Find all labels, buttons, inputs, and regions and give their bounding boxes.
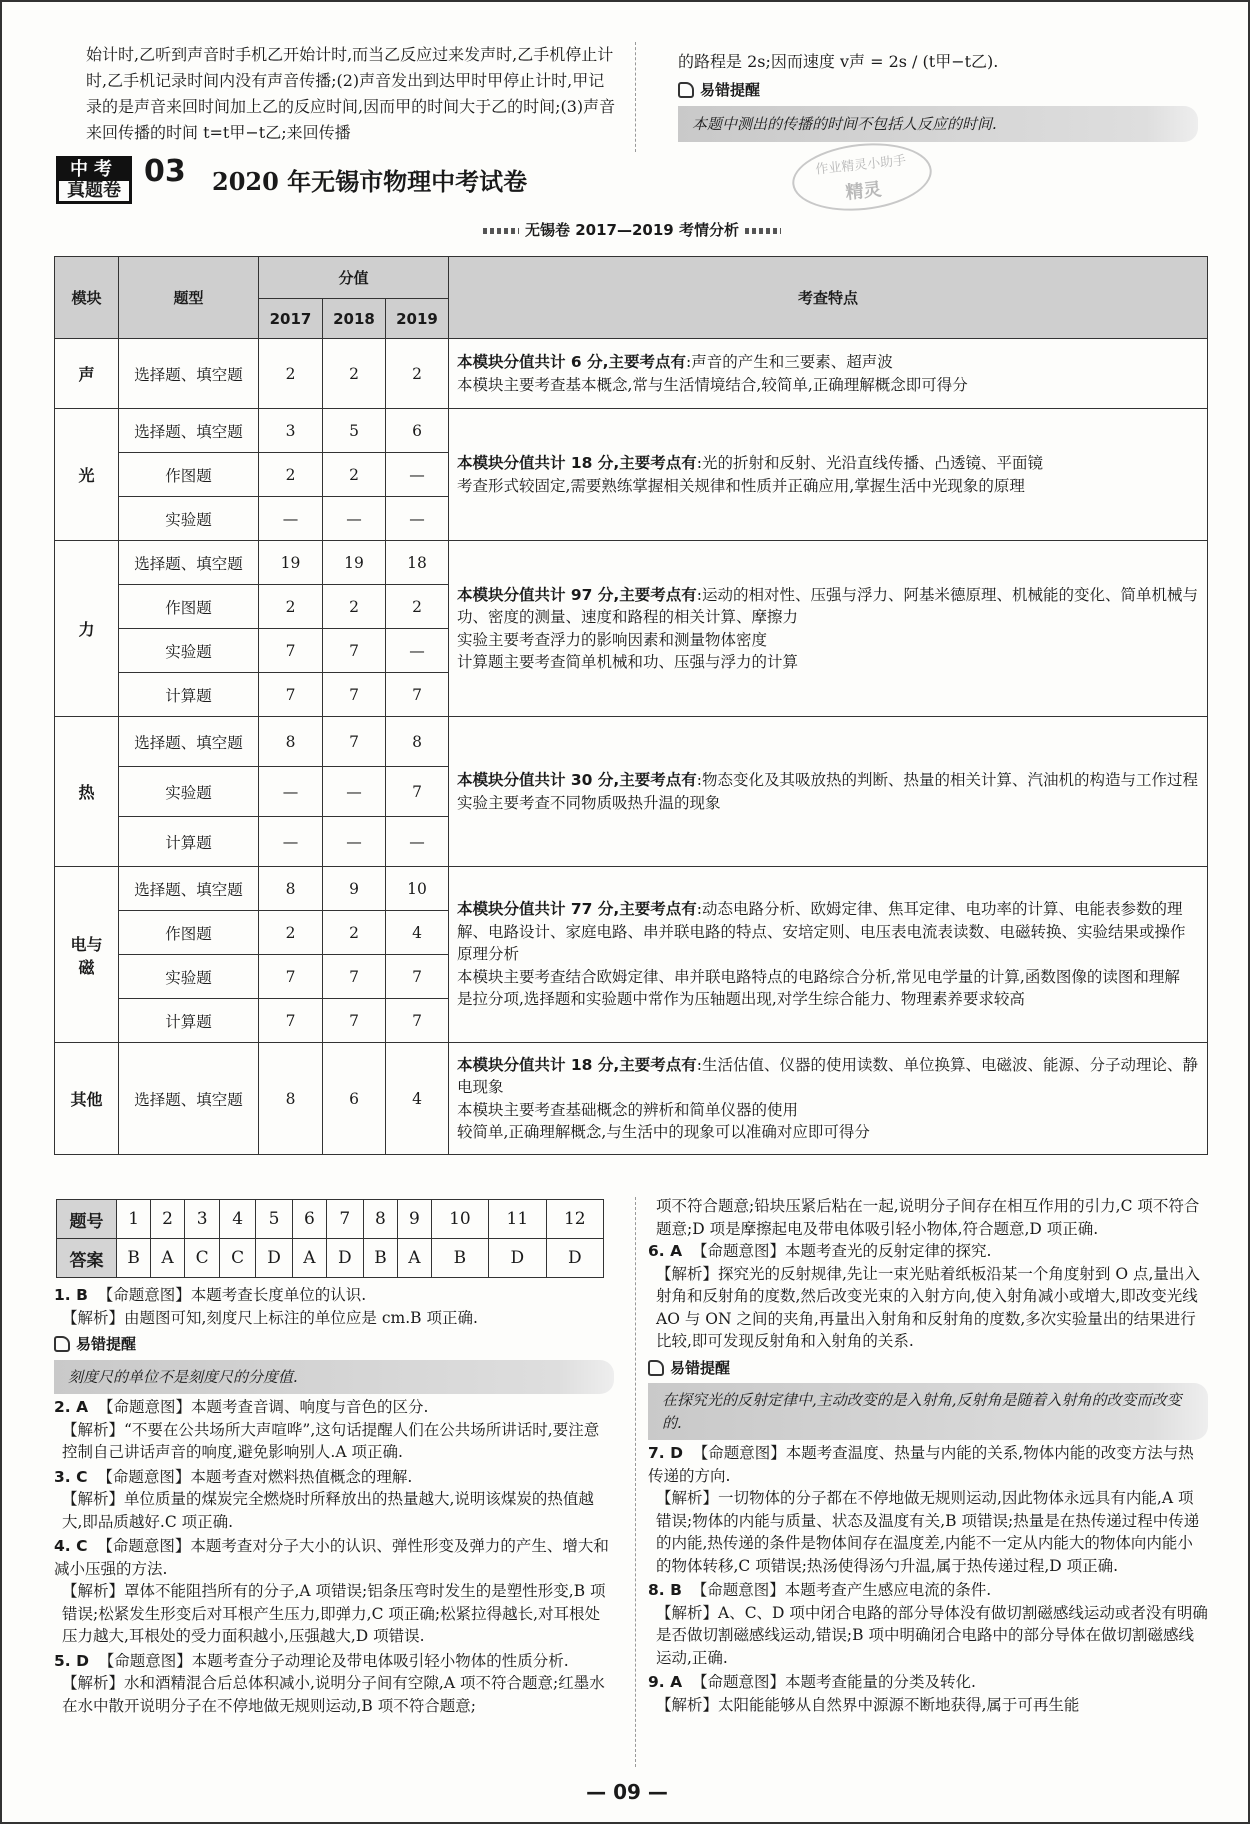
score-cell: — <box>323 767 386 817</box>
score-cell: 2 <box>323 585 386 629</box>
hand-pointer-icon <box>54 1336 70 1352</box>
q2-analysis: 【解析】“不要在公共场所大声喧哗”,这句话提醒人们在公共场所讲话时,要注意控制自己讲话声音的响度,避免影响别人.A 项正确. <box>62 1420 600 1461</box>
q8-intent: 【命题意图】本题考查产生感应电流的条件. <box>691 1581 992 1599</box>
type-cell: 选择题、填空题 <box>119 409 259 453</box>
feature-bold: 本模块分值共计 6 分,主要考点有 <box>457 353 686 371</box>
score-cell: 7 <box>259 629 323 673</box>
feature-bold: 本模块分值共计 18 分,主要考点有 <box>457 1055 697 1074</box>
q5-block <box>54 1650 614 1718</box>
feature-bold: 本模块分值共计 18 分,主要考点有 <box>457 454 697 472</box>
q6-intent: 【命题意图】本题考查光的反射定律的探究. <box>691 1242 992 1260</box>
watermark-stamp <box>789 137 935 217</box>
header-type: 题型 <box>119 257 259 339</box>
answer-num: 6 <box>293 1200 327 1239</box>
q4-intent: 【命题意图】本题考查对分子大小的认识、弹性形变及弹力的产生、增大和减小压强的方法. <box>54 1537 609 1578</box>
feature-more2: 是拉分项,选择题和实验题中常作为压轴题出现,对学生综合能力、物理素养要求较高 <box>457 990 1025 1009</box>
q8-block <box>648 1579 1208 1669</box>
module-name: 光 <box>55 409 119 541</box>
feature-cell <box>449 717 1208 867</box>
q6-analysis: 【解析】探究光的反射规律,先让一束光贴着纸板沿某一个角度射到 O 点,量出入射角和反射角的度数,然后改变光束的入射方向,使入射角减小或增大,即改变光线 AO 与 ON 之间的夹角,再量出入射角和反射角的度数,多次实验量出的结果进行比较,即可发现反射角和入射角的关系. <box>656 1264 1200 1350</box>
top-tip-heading <box>678 78 1198 102</box>
score-cell: 2 <box>259 339 323 409</box>
q1-tip-label: 易错提醒 <box>76 1335 137 1353</box>
q7-number: 7. D <box>648 1444 683 1462</box>
score-cell: 2 <box>323 339 386 409</box>
q3-analysis: 【解析】单位质量的煤炭完全燃烧时所释放出的热量越大,说明该煤炭的热值越大,即品质越好.C 项正确. <box>62 1490 594 1531</box>
score-cell: 7 <box>386 999 449 1043</box>
q1-intent: 【命题意图】本题考查长度单位的认识. <box>97 1286 367 1304</box>
q2-number: 2. A <box>54 1398 89 1416</box>
answer-label-ans: 答案 <box>57 1239 117 1278</box>
score-cell: 7 <box>323 717 386 767</box>
q1-number: 1. B <box>54 1286 88 1304</box>
q4-block <box>54 1535 614 1648</box>
hand-pointer-icon <box>648 1360 664 1376</box>
feature-bold: 本模块分值共计 97 分,主要考点有 <box>457 585 697 604</box>
answer-val: A <box>398 1239 432 1278</box>
feature-cell <box>449 541 1208 717</box>
q9-number: 9. A <box>648 1673 683 1691</box>
module-name: 其他 <box>55 1043 119 1155</box>
type-cell: 选择题、填空题 <box>119 541 259 585</box>
exam-number: 03 <box>144 154 186 189</box>
answer-number-row <box>57 1200 604 1239</box>
answer-val: D <box>546 1239 603 1278</box>
q5-analysis: 【解析】水和酒精混合后总体积减小,说明分子间有空隙,A 项不符合题意;红墨水在水中散开说明分子在不停地做无规则运动,B 项不符合题意; <box>62 1674 605 1715</box>
score-cell: — <box>259 817 323 867</box>
score-cell: 7 <box>323 999 386 1043</box>
exam-analysis-table <box>54 256 1208 1155</box>
q6-number: 6. A <box>648 1242 683 1260</box>
feature-more: 考查形式较固定,需要熟练掌握相关规律和性质并正确应用,掌握生活中光现象的原理 <box>457 476 1025 495</box>
module-name: 热 <box>55 717 119 867</box>
score-cell: 5 <box>323 409 386 453</box>
score-cell: — <box>323 497 386 541</box>
q5-number: 5. D <box>54 1651 89 1670</box>
q7-intent: 【命题意图】本题考查温度、热量与内能的关系,物体内能的改变方法与热传递的方向. <box>648 1444 1194 1485</box>
table-row <box>55 867 1208 911</box>
q3-intent: 【命题意图】本题考查对燃料热值概念的理解. <box>97 1467 413 1486</box>
feature-cell <box>449 867 1208 1043</box>
header-2019: 2019 <box>386 299 449 339</box>
type-cell: 作图题 <box>119 585 259 629</box>
feature-more2: 计算题主要考查简单机械和功、压强与浮力的计算 <box>457 653 799 671</box>
q5-intent: 【命题意图】本题考查分子动理论及带电体吸引轻小物体的性质分析. <box>98 1651 569 1670</box>
score-cell: 6 <box>386 409 449 453</box>
answer-num: 4 <box>220 1200 256 1239</box>
feature-rest: :生活估值、仪器的使用读数、单位换算、电磁波、能源、分子动理论、静电现象 <box>457 1055 1198 1096</box>
answer-num: 12 <box>546 1200 603 1239</box>
score-cell: — <box>323 817 386 867</box>
score-cell: 2 <box>259 911 323 955</box>
score-cell: 7 <box>259 999 323 1043</box>
table-row <box>55 339 1208 409</box>
answer-num: 11 <box>489 1200 546 1239</box>
module-name: 声 <box>55 339 119 409</box>
answer-num: 2 <box>151 1200 185 1239</box>
answer-val: B <box>431 1239 488 1278</box>
top-right-text: 的路程是 2s;因而速度 v声 = 2s / (t甲−t乙). <box>678 52 999 71</box>
feature-rest: :物态变化及其吸放热的判断、热量的相关计算、汽油机的构造与工作过程 <box>696 771 1198 789</box>
top-right-block <box>678 50 1198 142</box>
q7-analysis: 【解析】一切物体的分子都在不停地做无规则运动,因此物体永远具有内能,A 项错误;物体的内能与质量、状态及温度有关,B 项错误;热量是在热传递过程中传递的内能,热传递的条件是物体间存在温度差,内能不一定从内能大的物体向内能小的物体转移,C 项错误;热汤使得汤勺升温,属于热传递过程,D 项正确. <box>656 1489 1200 1575</box>
answer-val: B <box>117 1239 151 1278</box>
feature-more2: 较简单,正确理解概念,与生活中的现象可以准确对应即可得分 <box>457 1123 870 1141</box>
answer-num: 1 <box>117 1200 151 1239</box>
feature-rest: :声音的产生和三要素、超声波 <box>685 353 893 371</box>
q1-tip-box: 刻度尺的单位不是刻度尺的分度值. <box>54 1360 614 1395</box>
score-cell: 10 <box>386 867 449 911</box>
exam-title-row <box>52 150 752 208</box>
header-feature: 考查特点 <box>449 257 1208 339</box>
feature-rest: :运动的相对性、压强与浮力、阿基米德原理、机械能的变化、简单机械与功、密度的测量、速度和路程的相关计算、摩擦力 <box>457 585 1198 626</box>
score-cell: 2 <box>386 585 449 629</box>
score-cell: 8 <box>259 867 323 911</box>
score-cell: 6 <box>323 1043 386 1155</box>
answer-val: D <box>326 1239 363 1278</box>
q6-tip-heading <box>648 1357 1208 1380</box>
score-cell: 18 <box>386 541 449 585</box>
score-cell: 2 <box>259 453 323 497</box>
q8-number: 8. B <box>648 1581 682 1599</box>
type-cell: 选择题、填空题 <box>119 717 259 767</box>
type-cell: 作图题 <box>119 911 259 955</box>
score-cell: — <box>386 817 449 867</box>
exam-badge <box>56 156 132 204</box>
answer-key-table <box>56 1199 604 1278</box>
page-number: — 09 — <box>586 1780 668 1804</box>
type-cell: 作图题 <box>119 453 259 497</box>
score-cell: 2 <box>386 339 449 409</box>
feature-more: 实验主要考查不同物质吸热升温的现象 <box>457 793 721 812</box>
hand-pointer-icon <box>678 82 694 98</box>
heading-bar-right <box>745 228 781 234</box>
score-cell: 7 <box>386 673 449 717</box>
left-explanations <box>54 1284 614 1719</box>
score-cell: 2 <box>323 911 386 955</box>
score-cell: — <box>259 767 323 817</box>
header-2018: 2018 <box>323 299 386 339</box>
score-cell: 9 <box>323 867 386 911</box>
heading-bar-left <box>483 228 519 234</box>
score-cell: 7 <box>259 673 323 717</box>
score-cell: 7 <box>386 955 449 999</box>
answer-label-no: 题号 <box>57 1200 117 1239</box>
column-divider <box>635 1197 636 1767</box>
feature-more: 实验主要考查浮力的影响因素和测量物体密度 <box>457 630 768 649</box>
q3-block <box>54 1466 614 1534</box>
score-cell: — <box>259 497 323 541</box>
answer-val: A <box>293 1239 327 1278</box>
score-cell: 8 <box>259 717 323 767</box>
score-cell: 19 <box>259 541 323 585</box>
analysis-heading-text: 无锡卷 2017—2019 考情分析 <box>525 221 739 239</box>
answer-num: 9 <box>398 1200 432 1239</box>
answer-val: D <box>489 1239 546 1278</box>
answer-val: C <box>184 1239 220 1278</box>
header-score: 分值 <box>259 257 449 299</box>
q5-continued: 项不符合题意;铅块压紧后粘在一起,说明分子间存在相互作用的引力,C 项不符合题意;D 项是摩擦起电及带电体吸引轻小物体,符合题意,D 项正确. <box>656 1197 1200 1238</box>
q8-analysis: 【解析】A、C、D 项中闭合电路的部分导体没有做切割磁感线运动或者没有明确是否做切割磁感线运动,错误;B 项中明确闭合电路中的部分导体在做切割磁感线运动,正确. <box>656 1603 1208 1667</box>
top-tip-box: 本题中测出的传播的时间不包括人反应的时间. <box>678 106 1198 142</box>
score-cell: 8 <box>386 717 449 767</box>
score-cell: 7 <box>323 629 386 673</box>
q1-tip-heading <box>54 1333 614 1356</box>
score-cell: 4 <box>386 911 449 955</box>
q7-block <box>648 1442 1208 1577</box>
score-cell: 2 <box>323 453 386 497</box>
q1-block <box>54 1284 614 1394</box>
feature-more: 本模块主要考查结合欧姆定律、串并联电路特点的电路综合分析,常见电学量的计算,函数图像的读图和理解 <box>457 967 1180 986</box>
feature-rest: :动态电路分析、欧姆定律、焦耳定律、电功率的计算、电能表参数的理解、电路设计、家庭电路、串并联电路的特点、安培定则、电压表电流表读数、电磁转换、实验结果或操作原理分析 <box>457 900 1186 964</box>
answer-val: B <box>363 1239 397 1278</box>
score-cell: 7 <box>323 955 386 999</box>
answer-val: A <box>151 1239 185 1278</box>
type-cell: 选择题、填空题 <box>119 1043 259 1155</box>
q9-intent: 【命题意图】本题考查能量的分类及转化. <box>691 1673 976 1691</box>
q4-number: 4. C <box>54 1537 88 1555</box>
table-row <box>55 409 1208 453</box>
type-cell: 实验题 <box>119 955 259 999</box>
type-cell: 实验题 <box>119 497 259 541</box>
type-cell: 实验题 <box>119 629 259 673</box>
answer-val: D <box>255 1239 292 1278</box>
type-cell: 计算题 <box>119 817 259 867</box>
answer-val: C <box>220 1239 256 1278</box>
score-cell: 7 <box>386 767 449 817</box>
score-cell: 7 <box>323 673 386 717</box>
stamp-line1: 作业精灵小助手 <box>814 153 907 178</box>
feature-cell <box>449 1043 1208 1155</box>
badge-line2: 真题卷 <box>67 180 121 201</box>
score-cell: — <box>386 497 449 541</box>
q9-block <box>648 1671 1208 1716</box>
q6-tip-label: 易错提醒 <box>670 1358 731 1377</box>
analysis-heading <box>442 219 822 240</box>
header-module: 模块 <box>55 257 119 339</box>
stamp-line2: 精灵 <box>844 179 883 204</box>
answer-value-row <box>57 1239 604 1278</box>
q2-block <box>54 1396 614 1464</box>
table-row <box>55 541 1208 585</box>
header-2017: 2017 <box>259 299 323 339</box>
right-explanations <box>648 1195 1208 1718</box>
q6-tip-box: 在探究光的反射定律中,主动改变的是入射角,反射角是随着入射角的改变而改变的. <box>648 1383 1208 1440</box>
q1-analysis: 【解析】由题图可知,刻度尺上标注的单位应是 cm.B 项正确. <box>62 1308 478 1327</box>
score-cell: 19 <box>323 541 386 585</box>
feature-bold: 本模块分值共计 30 分,主要考点有 <box>457 771 697 789</box>
top-divider <box>635 42 636 152</box>
feature-more: 本模块主要考查基础概念的辨析和简单仪器的使用 <box>457 1100 799 1119</box>
answer-num: 3 <box>184 1200 220 1239</box>
feature-bold: 本模块分值共计 77 分,主要考点有 <box>457 900 697 919</box>
score-cell: 3 <box>259 409 323 453</box>
answer-num: 8 <box>363 1200 397 1239</box>
answer-num: 7 <box>326 1200 363 1239</box>
feature-more: 本模块主要考查基本概念,常与生活情境结合,较简单,正确理解概念即可得分 <box>457 375 968 394</box>
q3-number: 3. C <box>54 1467 88 1486</box>
exam-title: 2020 年无锡市物理中考试卷 <box>212 167 528 196</box>
feature-cell <box>449 409 1208 541</box>
type-cell: 计算题 <box>119 673 259 717</box>
table-row <box>55 1043 1208 1155</box>
score-cell: 8 <box>259 1043 323 1155</box>
q6-block <box>648 1240 1208 1440</box>
q4-analysis: 【解析】罩体不能阻挡所有的分子,A 项错误;铝条压弯时发生的是塑性形变,B 项错误;松紧发生形变后对耳根产生压力,即弹力,C 项正确;松紧拉得越长,对耳根处压力越大,耳根处的受力面积越小,压强越大,D 项错误. <box>62 1582 606 1645</box>
score-cell: 2 <box>259 585 323 629</box>
table-row <box>55 717 1208 767</box>
score-cell: 7 <box>259 955 323 999</box>
feature-cell <box>449 339 1208 409</box>
feature-rest: :光的折射和反射、光沿直线传播、凸透镜、平面镜 <box>696 454 1043 472</box>
q2-intent: 【命题意图】本题考查音调、响度与音色的区分. <box>97 1398 429 1416</box>
answer-num: 10 <box>431 1200 488 1239</box>
type-cell: 选择题、填空题 <box>119 867 259 911</box>
answer-num: 5 <box>255 1200 292 1239</box>
score-cell: — <box>386 453 449 497</box>
score-cell: — <box>386 629 449 673</box>
top-tip-label: 易错提醒 <box>700 81 761 99</box>
module-name: 电与磁 <box>55 867 119 1043</box>
top-left-text: 始计时,乙听到声音时手机乙开始计时,而当乙反应过来发声时,乙手机停止计时,乙手机记录时间内没有声音传播;(2)声音发出到达甲时甲停止计时,甲记录的是声音来回时间加上乙的反应时间,因而甲的时间大于乙的时间;(3)声音来回传播的时间 t=t甲−t乙;来回传播 <box>86 45 616 142</box>
module-name: 力 <box>55 541 119 717</box>
type-cell: 计算题 <box>119 999 259 1043</box>
q9-analysis: 【解析】太阳能能够从自然界中源源不断地获得,属于可再生能 <box>656 1695 1080 1714</box>
type-cell: 选择题、填空题 <box>119 339 259 409</box>
type-cell: 实验题 <box>119 767 259 817</box>
score-cell: 4 <box>386 1043 449 1155</box>
badge-line1: 中考 <box>59 159 129 181</box>
